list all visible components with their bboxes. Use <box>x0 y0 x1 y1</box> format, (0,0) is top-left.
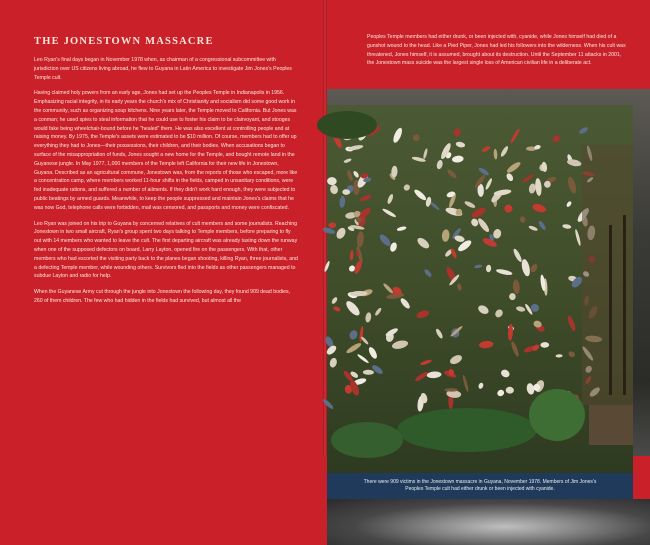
photo-caption-box <box>327 473 633 499</box>
left-page <box>0 0 325 456</box>
article-paragraph: When the Guyanese Army cut through the jungle into Jonestown the following day, they found 909 dead bodies, 260 of them children. The few who had hidden in the fields had survived, but almost all the <box>34 289 290 304</box>
article-paragraph: Leo Ryan's final days began in November 1978 when, as chairman of a congressional subcommittee with jurisdiction over US citizens living abroad, he flew to Guyana in Latin America to investigate Jim Jones's Peoples Temple cult. <box>34 57 292 81</box>
photo-caption: There were 909 victims in the Jonestown massacre in Guyana, November 1978. Members of Jim Jones's Peoples Temple cult had either drunk or been injected with cyanide. <box>363 479 597 492</box>
article-paragraph: Leo Ryan was joined on his trip to Guyana by concerned relatives of cult members and some journalists. Reaching Jonestown in two small aircraft, Ryan's group spent two days talking to Temple members, before preparing to fly out with 14 members who wanted to leave the cult. The first departing aircraft was already taxiing down the runway when one of the supposed defectors on board, Larry Layton, opened fire on the passengers. With that, other members who had escorted the visiting party back to the planes began shooting, killing Ryan, three journalists, and a defecting Temple member, while wounding others. Survivors fled into the fields as other passengers managed to subdue Layton and radio for help. <box>34 220 298 280</box>
smoke-texture <box>327 499 650 545</box>
article-paragraph: Having claimed holy powers from an early age, Jones had set up the Peoples Temple in Indianapolis in 1956. Emphasizing racial integrity, in its early years the church's mix of Christianity and socialism did some good work in the community, such as organizing soup kitchens. Nine years later, the Temple moved to California. But Jones was a conman; he used spies to steal information that he could use to foster his claim to be clairvoyant, and stooges would fake being wheelchair-bound before he "healed" them. He was also excellent at controlling people and at raising money. By 1975, the Temple's assets were estimated to be $10 million. Of course, members had to offer up everything they had to Jones—their possessions, their children, and their bodies. When accusations began to surface of the misappropriation of funds, Jones sought a new home for the Temple, and bought remote land in the Guyanese jungle. In May 1977, 1,000 members of the Temple left California for their new life in Jonestown, Guyana. Described as an agricultural commune, Jonestown was, from the reports of those who escaped, more like a concentration camp, where members worked 11-hour shifts in the fields, camped in unsanitary conditions, were fed inadequate rations, and suffered a number of ailments. If they didn't work hard enough, they were subjected to public beatings by armed guards. Meanwhile, to keep the people suppressed and maintain Jones's claims that he was now God, telephone calls were forbidden, mail was censored, and passports and money were confiscated. <box>34 90 298 211</box>
article-continuation: Peoples Temple members had either drunk, or been injected with, cyanide, while Jones himself had died of a gunshot wound to the head. Like a Pied Piper, Jones had led his followers into the wilderness. When his cult was threatened, Jones himself, it is assumed, brought about its destruction. Until the September 11 attacks in 2001, the Jonestown mass suicide was the largest single loss of American civilian life in a deliberate act. <box>367 34 626 67</box>
article-title: THE JONESTOWN MASSACRE <box>34 36 214 47</box>
right-page <box>327 0 650 492</box>
jonestown-photo <box>327 105 633 477</box>
photo-backdrop <box>327 89 650 492</box>
photo-illustration <box>327 105 633 477</box>
